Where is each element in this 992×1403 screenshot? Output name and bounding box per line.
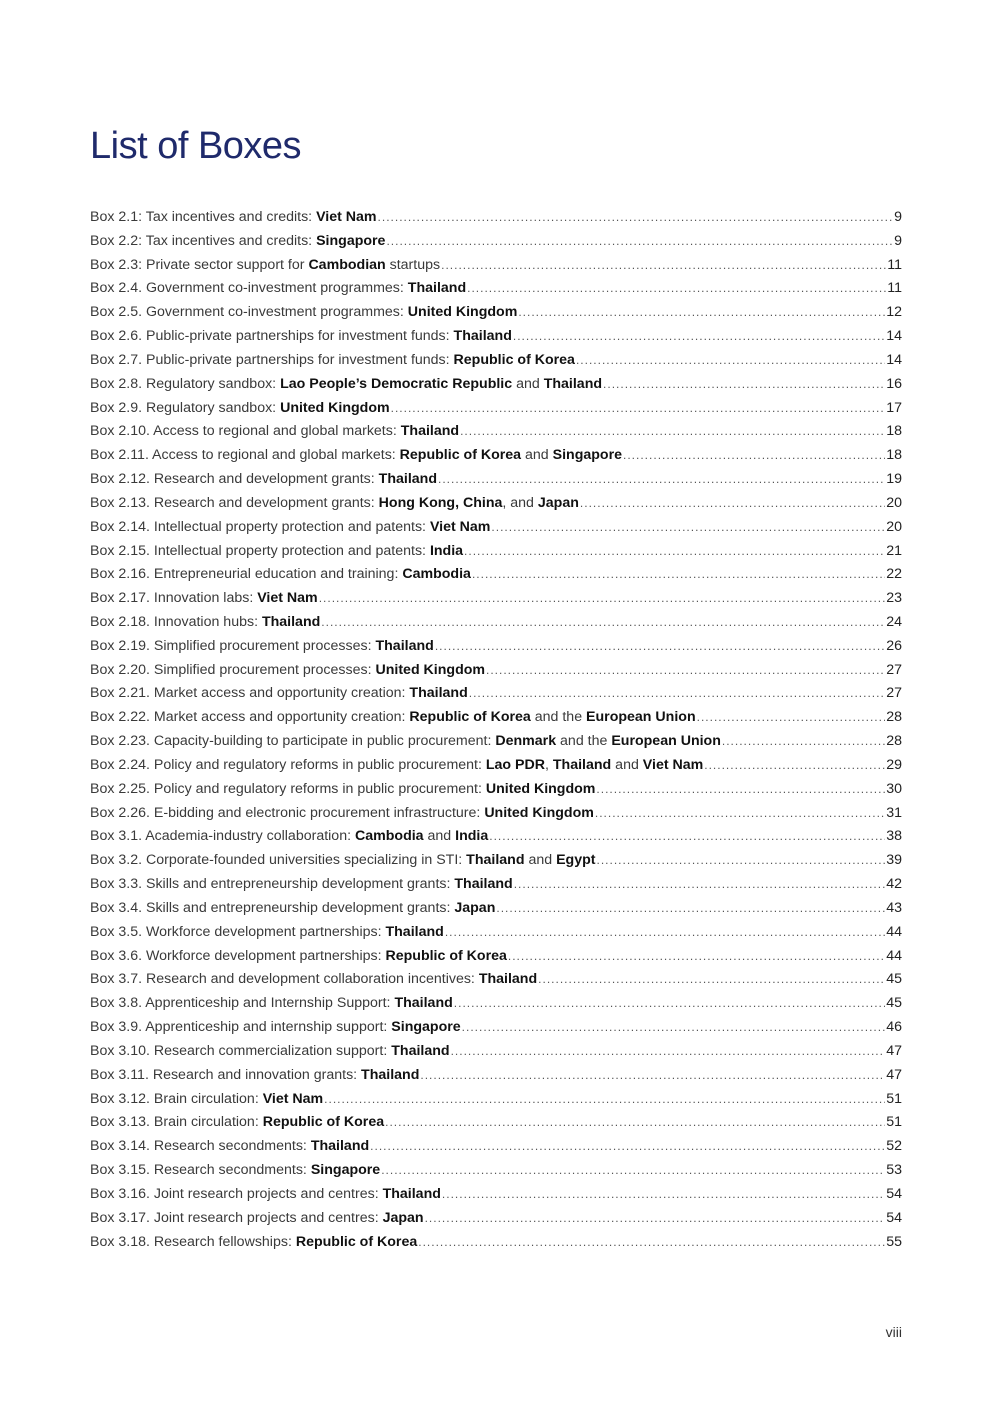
toc-entry[interactable] bbox=[90, 872, 902, 896]
toc-entry-country: Lao PDR bbox=[485, 756, 545, 773]
toc-entry-label bbox=[90, 519, 490, 535]
toc-entry[interactable] bbox=[90, 1230, 902, 1254]
toc-entry-page: 27 bbox=[886, 685, 902, 702]
toc-entry-text: Box 3.10. Research commercialization support: bbox=[90, 1042, 392, 1059]
toc-entry-text: Box 2.5. Government co-investment programmes: bbox=[90, 304, 408, 321]
toc-entry-text: Box 2.4. Government co-investment programmes: bbox=[90, 280, 408, 297]
toc-entry-label bbox=[90, 971, 537, 987]
toc-entry-label bbox=[90, 209, 377, 225]
toc-entry[interactable] bbox=[90, 491, 902, 515]
toc-entry[interactable] bbox=[90, 1039, 902, 1063]
toc-entry-text: Box 3.17. Joint research projects and centres: bbox=[90, 1209, 383, 1226]
toc-entry[interactable] bbox=[90, 1134, 902, 1158]
dot-leader bbox=[418, 1236, 885, 1248]
dot-leader bbox=[442, 1188, 885, 1200]
list-of-boxes bbox=[90, 205, 902, 1253]
toc-entry-label bbox=[90, 328, 512, 344]
toc-entry-page: 18 bbox=[886, 423, 902, 440]
toc-entry-label bbox=[90, 805, 594, 821]
dot-leader bbox=[321, 616, 885, 628]
toc-entry[interactable] bbox=[90, 658, 902, 682]
toc-entry-country: Thailand bbox=[261, 613, 321, 630]
toc-entry-country: Thailand bbox=[361, 1066, 420, 1083]
toc-entry[interactable] bbox=[90, 253, 902, 277]
toc-entry-label bbox=[90, 423, 459, 439]
toc-entry-text: Box 2.19. Simplified procurement processes: bbox=[90, 637, 376, 654]
toc-entry-label bbox=[90, 1186, 441, 1202]
toc-entry-page: 18 bbox=[886, 447, 902, 464]
toc-entry-label bbox=[90, 1114, 384, 1130]
toc-entry-country: Cambodia bbox=[354, 828, 424, 845]
toc-entry-country: Egypt bbox=[556, 852, 596, 869]
toc-entry-country: India bbox=[429, 542, 464, 559]
toc-entry[interactable] bbox=[90, 1063, 902, 1087]
toc-entry-page: 17 bbox=[886, 399, 902, 416]
toc-entry-text: Box 2.8. Regulatory sandbox: bbox=[90, 375, 281, 392]
dot-leader bbox=[460, 425, 885, 437]
toc-entry-label bbox=[90, 733, 721, 749]
dot-leader bbox=[319, 592, 886, 604]
toc-entry-label bbox=[90, 614, 320, 630]
toc-entry[interactable] bbox=[90, 848, 902, 872]
toc-entry-country: Republic of Korea bbox=[385, 947, 507, 964]
toc-entry-country: Thailand bbox=[400, 423, 460, 440]
toc-entry-page: 29 bbox=[886, 756, 902, 773]
toc-entry-text: and the bbox=[530, 709, 587, 726]
toc-entry-text: Box 2.26. E-bidding and electronic procurement infrastructure: bbox=[90, 804, 485, 821]
toc-entry-page: 28 bbox=[886, 709, 902, 726]
toc-entry-page: 28 bbox=[886, 733, 902, 750]
toc-entry-text: Box 3.7. Research and development collaboration incentives: bbox=[90, 971, 479, 988]
toc-entry[interactable] bbox=[90, 920, 902, 944]
dot-leader bbox=[464, 545, 885, 557]
toc-entry[interactable] bbox=[90, 515, 902, 539]
toc-entry-page: 11 bbox=[887, 256, 902, 273]
toc-entry-label bbox=[90, 1091, 323, 1107]
toc-entry-text: Box 2.1: Tax incentives and credits: bbox=[90, 208, 317, 225]
toc-entry-page: 19 bbox=[886, 471, 902, 488]
toc-entry-country: United Kingdom bbox=[484, 804, 594, 821]
toc-entry-text: Box 2.22. Market access and opportunity creation: bbox=[90, 709, 410, 726]
dot-leader bbox=[386, 235, 893, 247]
toc-entry-label bbox=[90, 590, 318, 606]
toc-entry-label bbox=[90, 852, 596, 868]
toc-entry[interactable] bbox=[90, 1158, 902, 1182]
toc-entry-page: 9 bbox=[894, 208, 902, 225]
toc-entry[interactable] bbox=[90, 1087, 902, 1111]
toc-entry-text: Box 3.5. Workforce development partnerships: bbox=[90, 923, 386, 940]
toc-entry-text: Box 2.21. Market access and opportunity creation: bbox=[90, 685, 410, 702]
toc-entry-label bbox=[90, 757, 703, 773]
dot-leader bbox=[472, 568, 885, 580]
dot-leader bbox=[441, 259, 886, 271]
toc-entry-page: 55 bbox=[886, 1233, 902, 1250]
toc-entry-text: Box 2.20. Simplified procurement processes: bbox=[90, 661, 376, 678]
toc-entry-label bbox=[90, 1043, 450, 1059]
toc-entry[interactable] bbox=[90, 825, 902, 849]
toc-entry-country: Singapore bbox=[316, 232, 386, 249]
dot-leader bbox=[697, 711, 886, 723]
toc-entry-country: Japan bbox=[382, 1209, 424, 1226]
toc-entry-country: Viet Nam bbox=[429, 518, 491, 535]
toc-entry-page: 31 bbox=[886, 804, 902, 821]
dot-leader bbox=[576, 354, 885, 366]
toc-entry-label bbox=[90, 1162, 380, 1178]
toc-entry-text: Box 3.6. Workforce development partnerships: bbox=[90, 947, 386, 964]
toc-entry-text: Box 2.7. Public-private partnerships for investment funds: bbox=[90, 351, 454, 368]
toc-entry-label bbox=[90, 781, 595, 797]
dot-leader bbox=[496, 902, 885, 914]
dot-leader bbox=[425, 1212, 886, 1224]
toc-entry-label bbox=[90, 876, 513, 892]
toc-entry-page: 20 bbox=[886, 518, 902, 535]
toc-entry-country: Viet Nam bbox=[316, 208, 377, 225]
toc-entry[interactable] bbox=[90, 300, 902, 324]
toc-entry-country: United Kingdom bbox=[407, 304, 518, 321]
toc-entry-label bbox=[90, 543, 463, 559]
dot-leader bbox=[518, 306, 885, 318]
toc-entry-country: Singapore bbox=[552, 447, 623, 464]
toc-entry-text: Box 3.11. Research and innovation grants: bbox=[90, 1066, 362, 1083]
toc-entry-page: 23 bbox=[886, 590, 902, 607]
toc-entry-text: Box 3.13. Brain circulation: bbox=[90, 1114, 263, 1131]
toc-entry[interactable] bbox=[90, 682, 902, 706]
toc-entry-label bbox=[90, 447, 622, 463]
toc-entry-country: Thailand bbox=[391, 1042, 450, 1059]
toc-entry-page: 43 bbox=[886, 899, 902, 916]
toc-entry-page: 45 bbox=[886, 995, 902, 1012]
dot-leader bbox=[486, 664, 885, 676]
toc-entry-country: Cambodian bbox=[308, 256, 386, 273]
dot-leader bbox=[370, 1140, 885, 1152]
toc-entry-country: Thailand bbox=[453, 328, 512, 345]
toc-entry-label bbox=[90, 566, 471, 582]
toc-entry-text: and bbox=[423, 828, 456, 845]
dot-leader bbox=[385, 1116, 885, 1128]
toc-entry-country: United Kingdom bbox=[280, 399, 390, 416]
dot-leader bbox=[451, 1045, 886, 1057]
toc-entry-country: Viet Nam bbox=[262, 1090, 324, 1107]
toc-entry-text: Box 2.15. Intellectual property protection and patents: bbox=[90, 542, 430, 559]
toc-entry-text: and bbox=[611, 756, 643, 773]
dot-leader bbox=[513, 330, 885, 342]
toc-entry-country: Denmark bbox=[495, 733, 557, 750]
toc-entry[interactable] bbox=[90, 229, 902, 253]
toc-entry-label bbox=[90, 828, 488, 844]
toc-entry-page: 16 bbox=[886, 375, 902, 392]
toc-entry-text: Box 3.1. Academia-industry collaboration: bbox=[90, 828, 355, 845]
dot-leader bbox=[491, 521, 885, 533]
toc-entry-label bbox=[90, 233, 385, 249]
toc-entry[interactable] bbox=[90, 968, 902, 992]
toc-entry-page: 21 bbox=[886, 542, 902, 559]
toc-entry-text: and bbox=[512, 375, 544, 392]
toc-entry[interactable] bbox=[90, 205, 902, 229]
toc-entry-label bbox=[90, 280, 466, 296]
toc-entry-page: 9 bbox=[894, 232, 902, 249]
dot-leader bbox=[597, 854, 886, 866]
toc-entry-page: 24 bbox=[886, 613, 902, 630]
toc-entry[interactable] bbox=[90, 801, 902, 825]
toc-entry-text: Box 2.9. Regulatory sandbox: bbox=[90, 399, 281, 416]
page-number: viii bbox=[885, 1324, 902, 1340]
toc-entry-text: Box 2.16. Entrepreneurial education and training: bbox=[90, 566, 403, 583]
toc-entry-text: Box 2.6. Public-private partnerships for investment funds: bbox=[90, 328, 454, 345]
dot-leader bbox=[514, 878, 886, 890]
toc-entry-text: Box 3.9. Apprenticeship and internship support: bbox=[90, 1019, 392, 1036]
dot-leader bbox=[378, 211, 894, 223]
toc-entry-label bbox=[90, 685, 468, 701]
toc-entry-label bbox=[90, 1234, 417, 1250]
toc-entry[interactable] bbox=[90, 1110, 902, 1134]
toc-entry-text: Box 2.24. Policy and regulatory reforms in public procurement: bbox=[90, 756, 486, 773]
toc-entry-page: 54 bbox=[886, 1185, 902, 1202]
toc-entry[interactable] bbox=[90, 396, 902, 420]
toc-entry[interactable] bbox=[90, 944, 902, 968]
toc-entry-text: and bbox=[521, 447, 553, 464]
toc-entry-text: Box 2.11. Access to regional and global markets: bbox=[90, 447, 400, 464]
toc-entry-country: United Kingdom bbox=[485, 780, 596, 797]
toc-entry-country: Thailand bbox=[394, 995, 453, 1012]
toc-entry-text: Box 2.25. Policy and regulatory reforms in public procurement: bbox=[90, 780, 486, 797]
toc-entry-country: Hong Kong, China bbox=[378, 494, 503, 511]
toc-entry-page: 39 bbox=[886, 852, 902, 869]
toc-entry-text: Box 3.2. Corporate-founded universities specializing in STI: bbox=[90, 852, 467, 869]
dot-leader bbox=[595, 807, 885, 819]
toc-entry[interactable] bbox=[90, 753, 902, 777]
toc-entry-text: Box 3.18. Research fellowships: bbox=[90, 1233, 296, 1250]
toc-entry-page: 14 bbox=[886, 351, 902, 368]
toc-entry[interactable] bbox=[90, 586, 902, 610]
toc-entry[interactable] bbox=[90, 634, 902, 658]
toc-entry-text: Box 2.3: Private sector support for bbox=[90, 256, 309, 273]
toc-entry-page: 11 bbox=[887, 280, 902, 297]
toc-entry-label bbox=[90, 257, 440, 273]
toc-entry-text: , bbox=[545, 756, 553, 773]
toc-entry-page: 22 bbox=[886, 566, 902, 583]
dot-leader bbox=[580, 497, 885, 509]
toc-entry-text: Box 2.14. Intellectual property protection and patents: bbox=[90, 518, 430, 535]
toc-entry-text: Box 2.10. Access to regional and global markets: bbox=[90, 423, 401, 440]
toc-entry-country: Thailand bbox=[310, 1138, 370, 1155]
dot-leader bbox=[462, 1021, 886, 1033]
toc-entry-label bbox=[90, 638, 434, 654]
dot-leader bbox=[391, 402, 886, 414]
toc-entry[interactable] bbox=[90, 372, 902, 396]
toc-entry-country: Thailand bbox=[382, 1185, 441, 1202]
toc-entry-label bbox=[90, 1067, 419, 1083]
toc-entry[interactable] bbox=[90, 1182, 902, 1206]
toc-entry-page: 42 bbox=[886, 876, 902, 893]
toc-entry-label bbox=[90, 352, 575, 368]
dot-leader bbox=[596, 783, 885, 795]
toc-entry-page: 47 bbox=[886, 1066, 902, 1083]
toc-entry-country: Singapore bbox=[391, 1019, 461, 1036]
toc-entry-country: European Union bbox=[586, 709, 696, 726]
toc-entry-page: 20 bbox=[886, 494, 902, 511]
toc-entry-page: 47 bbox=[886, 1042, 902, 1059]
toc-entry[interactable] bbox=[90, 610, 902, 634]
toc-entry-country: Thailand bbox=[552, 756, 612, 773]
toc-entry-country: Republic of Korea bbox=[262, 1114, 385, 1131]
dot-leader bbox=[722, 735, 885, 747]
toc-entry[interactable] bbox=[90, 991, 902, 1015]
toc-entry[interactable] bbox=[90, 562, 902, 586]
toc-entry-country: Lao People’s Democratic Republic bbox=[280, 375, 513, 392]
toc-entry-label bbox=[90, 948, 507, 964]
toc-entry-text: and bbox=[524, 852, 557, 869]
toc-entry-label bbox=[90, 1019, 461, 1035]
toc-entry[interactable] bbox=[90, 324, 902, 348]
toc-entry-country: Republic of Korea bbox=[453, 351, 575, 368]
toc-entry-label bbox=[90, 400, 390, 416]
toc-entry-text: Box 3.3. Skills and entrepreneurship development grants: bbox=[90, 876, 455, 893]
toc-entry-country: Japan bbox=[537, 494, 579, 511]
toc-entry-country: Thailand bbox=[407, 280, 467, 297]
toc-entry-label bbox=[90, 471, 437, 487]
toc-entry[interactable] bbox=[90, 419, 902, 443]
toc-entry-text: and the bbox=[556, 733, 612, 750]
toc-entry-label bbox=[90, 995, 453, 1011]
toc-entry-text: Box 3.14. Research secondments: bbox=[90, 1138, 311, 1155]
toc-entry-text: Box 3.4. Skills and entrepreneurship development grants: bbox=[90, 899, 455, 916]
toc-entry-text: Box 2.13. Research and development grants: bbox=[90, 494, 379, 511]
dot-leader bbox=[420, 1069, 885, 1081]
toc-entry-page: 46 bbox=[886, 1019, 902, 1036]
dot-leader bbox=[623, 449, 885, 461]
toc-entry[interactable] bbox=[90, 729, 902, 753]
toc-entry-country: Thailand bbox=[478, 971, 538, 988]
toc-entry-label bbox=[90, 495, 579, 511]
toc-entry-text: Box 3.12. Brain circulation: bbox=[90, 1090, 263, 1107]
toc-entry[interactable] bbox=[90, 777, 902, 801]
toc-entry-country: Republic of Korea bbox=[409, 709, 531, 726]
toc-entry-country: Thailand bbox=[409, 685, 468, 702]
toc-entry-page: 44 bbox=[886, 923, 902, 940]
dot-leader bbox=[435, 640, 885, 652]
toc-entry-text: Box 3.15. Research secondments: bbox=[90, 1162, 311, 1179]
toc-entry-country: Thailand bbox=[543, 375, 603, 392]
toc-entry-text: Box 3.8. Apprenticeship and Internship Support: bbox=[90, 995, 395, 1012]
toc-entry-text: Box 2.12. Research and development grants: bbox=[90, 471, 379, 488]
toc-entry-country: European Union bbox=[611, 733, 721, 750]
dot-leader bbox=[508, 950, 885, 962]
toc-entry[interactable] bbox=[90, 1206, 902, 1230]
toc-entry-country: Thailand bbox=[385, 923, 444, 940]
toc-entry[interactable] bbox=[90, 467, 902, 491]
toc-entry-label bbox=[90, 1210, 424, 1226]
toc-entry-label bbox=[90, 924, 444, 940]
toc-entry-page: 54 bbox=[886, 1209, 902, 1226]
toc-entry[interactable] bbox=[90, 443, 902, 467]
dot-leader bbox=[324, 1093, 885, 1105]
dot-leader bbox=[538, 973, 885, 985]
toc-entry-country: Thailand bbox=[466, 852, 525, 869]
toc-entry-page: 52 bbox=[886, 1138, 902, 1155]
toc-entry-page: 26 bbox=[886, 637, 902, 654]
dot-leader bbox=[381, 1164, 885, 1176]
toc-entry-page: 51 bbox=[886, 1090, 902, 1107]
toc-entry-text: , and bbox=[502, 494, 538, 511]
toc-entry-page: 38 bbox=[886, 828, 902, 845]
toc-entry-label bbox=[90, 709, 696, 725]
toc-entry-page: 53 bbox=[886, 1162, 902, 1179]
toc-entry[interactable] bbox=[90, 539, 902, 563]
toc-entry-country: Republic of Korea bbox=[399, 447, 522, 464]
toc-entry-country: Viet Nam bbox=[257, 590, 318, 607]
toc-entry-text: Box 3.16. Joint research projects and centres: bbox=[90, 1185, 383, 1202]
dot-leader bbox=[454, 997, 885, 1009]
toc-entry-text: Box 2.2: Tax incentives and credits: bbox=[90, 232, 317, 249]
toc-entry-text: Box 2.18. Innovation hubs: bbox=[90, 613, 262, 630]
dot-leader bbox=[603, 378, 885, 390]
toc-entry-page: 14 bbox=[886, 328, 902, 345]
toc-entry-country: Viet Nam bbox=[642, 756, 704, 773]
dot-leader bbox=[704, 759, 885, 771]
toc-entry-page: 45 bbox=[886, 971, 902, 988]
toc-entry-country: Japan bbox=[454, 899, 496, 916]
toc-entry-label bbox=[90, 304, 517, 320]
toc-entry-page: 12 bbox=[886, 304, 902, 321]
page-title: List of Boxes bbox=[90, 125, 302, 167]
toc-entry-label bbox=[90, 900, 495, 916]
dot-leader bbox=[467, 282, 886, 294]
toc-entry-text: startups bbox=[385, 256, 441, 273]
dot-leader bbox=[469, 687, 885, 699]
toc-entry-page: 27 bbox=[886, 661, 902, 678]
toc-entry[interactable] bbox=[90, 705, 902, 729]
toc-entry-country: Republic of Korea bbox=[295, 1233, 418, 1250]
toc-entry-country: Thailand bbox=[454, 876, 513, 893]
toc-entry-page: 51 bbox=[886, 1114, 902, 1131]
toc-entry[interactable] bbox=[90, 276, 902, 300]
toc-entry-country: Thailand bbox=[375, 637, 434, 654]
dot-leader bbox=[438, 473, 885, 485]
toc-entry-country: United Kingdom bbox=[375, 661, 486, 678]
toc-entry-country: Cambodia bbox=[402, 566, 471, 583]
toc-entry[interactable] bbox=[90, 1015, 902, 1039]
toc-entry-label bbox=[90, 662, 485, 678]
toc-entry-country: Thailand bbox=[378, 471, 437, 488]
toc-entry[interactable] bbox=[90, 348, 902, 372]
toc-entry-page: 44 bbox=[886, 947, 902, 964]
toc-entry-text: Box 2.17. Innovation labs: bbox=[90, 590, 258, 607]
dot-leader bbox=[445, 926, 885, 938]
toc-entry-label bbox=[90, 376, 602, 392]
toc-entry[interactable] bbox=[90, 896, 902, 920]
toc-entry-text: Box 2.23. Capacity-building to participate in public procurement: bbox=[90, 733, 496, 750]
toc-entry-label bbox=[90, 1138, 369, 1154]
toc-entry-country: Singapore bbox=[310, 1162, 381, 1179]
dot-leader bbox=[489, 830, 885, 842]
toc-entry-country: India bbox=[455, 828, 489, 845]
toc-entry-page: 30 bbox=[886, 780, 902, 797]
